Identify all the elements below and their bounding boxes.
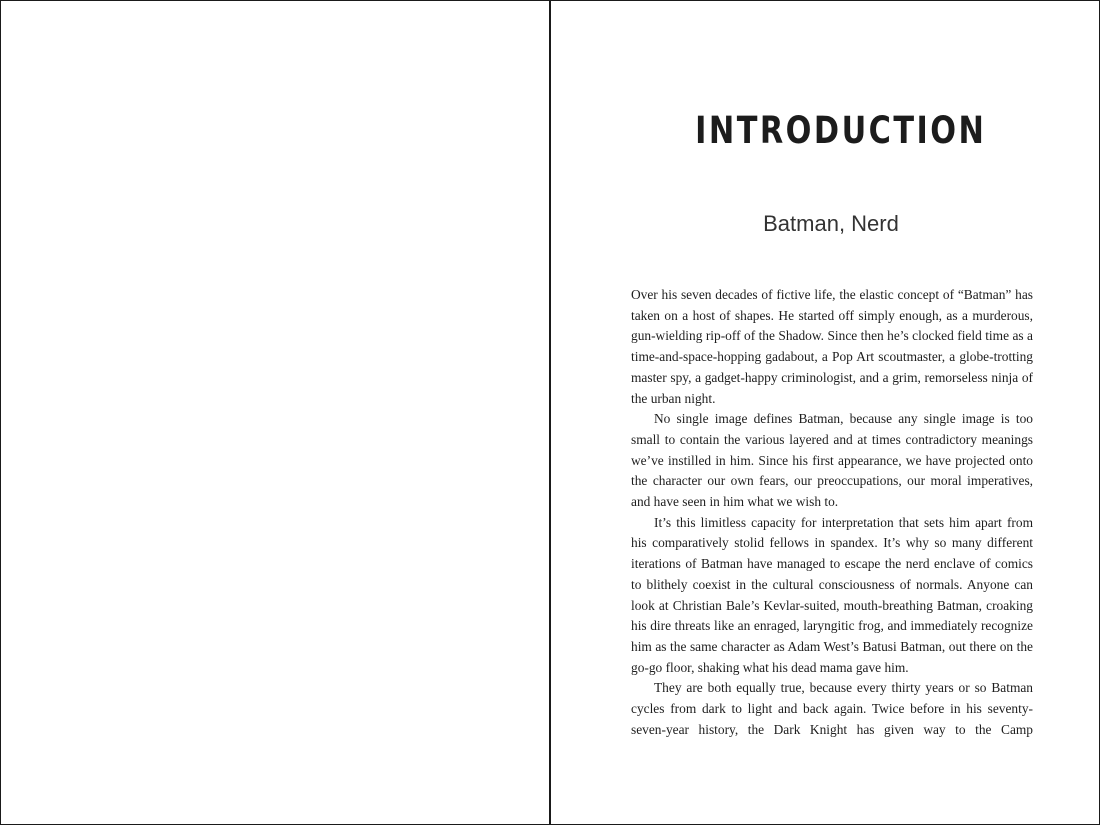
paragraph-3: It’s this limitless capacity for interpretation that sets him apart from his comparatively stolid fellows in spandex. It’s why so many different iterations of Batman have managed to escape the nerd enclave of comics to blithely coexist in the cultural consciousness of normals. Anyone can look at Christian Bale’s Kevlar-suited, mouth-breathing Batman, croaking his dire threats like an enraged, laryngitic frog, and immediately recognize him as the same character as Adam West’s Batusi Batman, out there on the go-go floor, shaking what his dead mama gave him.: [631, 514, 1033, 675]
paragraph-2: No single image defines Batman, because any single image is too small to contain the various layered and at times contradictory meanings we’ve instilled in him. Since his first appearance, we have projected onto the character our own fears, our preoccupations, our moral imperatives, and have seen in him what we wish to.: [631, 411, 1033, 510]
right-page: [549, 0, 1100, 825]
paragraph-4: They are both equally true, because every thirty years or so Batman cycles from dark to light and back again. Twice before in his seventy-seven-year history, the Dark Knight has given way to the Camp: [631, 680, 1033, 737]
chapter-title: INTRODUCTION: [695, 109, 987, 152]
body-text: [631, 285, 1033, 740]
chapter-subtitle: Batman, Nerd: [763, 211, 899, 236]
paragraph-1: Over his seven decades of fictive life, the elastic concept of “Batman” has taken on a host of shapes. He started off simply enough, as a murderous, gun-wielding rip-off of the Shadow. Since then he’s clocked field time as a time-and-space-hopping gadabout, a Pop Art scoutmaster, a globe-trotting master spy, a gadget-happy criminologist, and a grim, remorseless ninja of the urban night.: [631, 287, 1033, 406]
